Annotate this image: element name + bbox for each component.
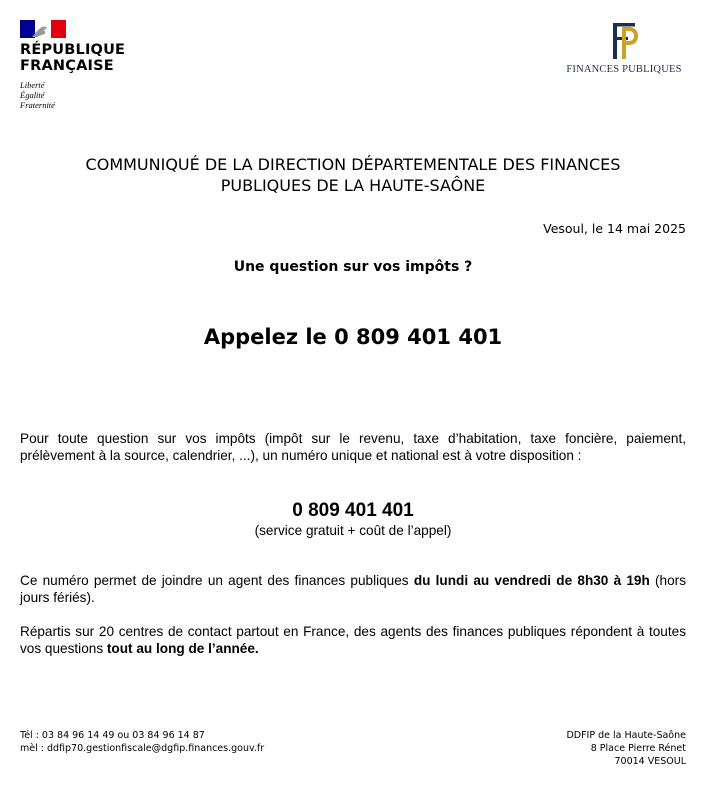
call-heading: Appelez le 0 809 401 401 <box>203 325 503 349</box>
motto-egalite: Égalité <box>20 90 45 100</box>
address-line-3: 70014 VESOUL <box>614 756 686 767</box>
finances-publiques-logo <box>560 20 688 75</box>
footer-email: mèl : ddfip70.gestionfiscale@dgfip.finances.gouv.fr <box>20 743 265 754</box>
footer-contact <box>20 729 264 755</box>
service-note: (service gratuit + coût de l’appel) <box>254 523 452 538</box>
motto-fraternite: Fraternité <box>20 100 55 110</box>
hours-text-before: Ce numéro permet de joindre un agent des finances publiques <box>20 573 414 588</box>
hours-paragraph <box>20 572 686 606</box>
question-heading: Une question sur vos impôts ? <box>233 259 473 275</box>
republic-line-1: RÉPUBLIQUE <box>20 42 126 58</box>
address-line-2: 8 Place Pierre Rénet <box>590 743 686 754</box>
intro-paragraph: Pour toute question sur vos impôts (impôt sur le revenu, taxe d’habitation, taxe foncière, paiement, prélèvement à la source, calendrier, ...), un numéro unique et national est à votre disposition : <box>20 431 686 463</box>
centres-text-bold: tout au long de l’année. <box>106 641 259 656</box>
centres-paragraph <box>20 623 686 657</box>
footer-address <box>566 729 686 768</box>
motto-liberte: Liberté <box>20 80 45 90</box>
address-line-1: DDFIP de la Haute-Saône <box>566 730 686 741</box>
phone-number-block <box>20 500 686 539</box>
footer-tel: Tél : 03 84 96 14 49 ou 03 84 96 14 87 <box>20 730 205 741</box>
finances-publiques-emblem-icon <box>607 20 641 62</box>
title-line-1: COMMUNIQUÉ DE LA DIRECTION DÉPARTEMENTALE DES FINANCES <box>85 155 621 174</box>
republique-francaise-logo <box>20 20 150 110</box>
title-line-2: PUBLIQUES DE LA HAUTE-SAÔNE <box>220 176 486 195</box>
press-release-title <box>20 154 686 196</box>
release-date: Vesoul, le 14 mai 2025 <box>543 221 686 236</box>
phone-number: 0 809 401 401 <box>292 500 414 521</box>
hours-text-bold: du lundi au vendredi de 8h30 à 19h <box>413 573 650 588</box>
hours-text-after: (hors jours fériés). <box>20 573 686 605</box>
centres-text-before: Répartis sur 20 centres de contact partout en France, des agents des finances publiques répondent à toutes vos questions <box>20 624 686 656</box>
republic-line-2: FRANÇAISE <box>20 58 114 74</box>
republique-francaise-name <box>20 42 150 74</box>
republic-motto <box>20 80 150 110</box>
finances-publiques-name: FINANCES PUBLIQUES <box>566 64 682 75</box>
marianne-flag-icon <box>20 20 66 38</box>
